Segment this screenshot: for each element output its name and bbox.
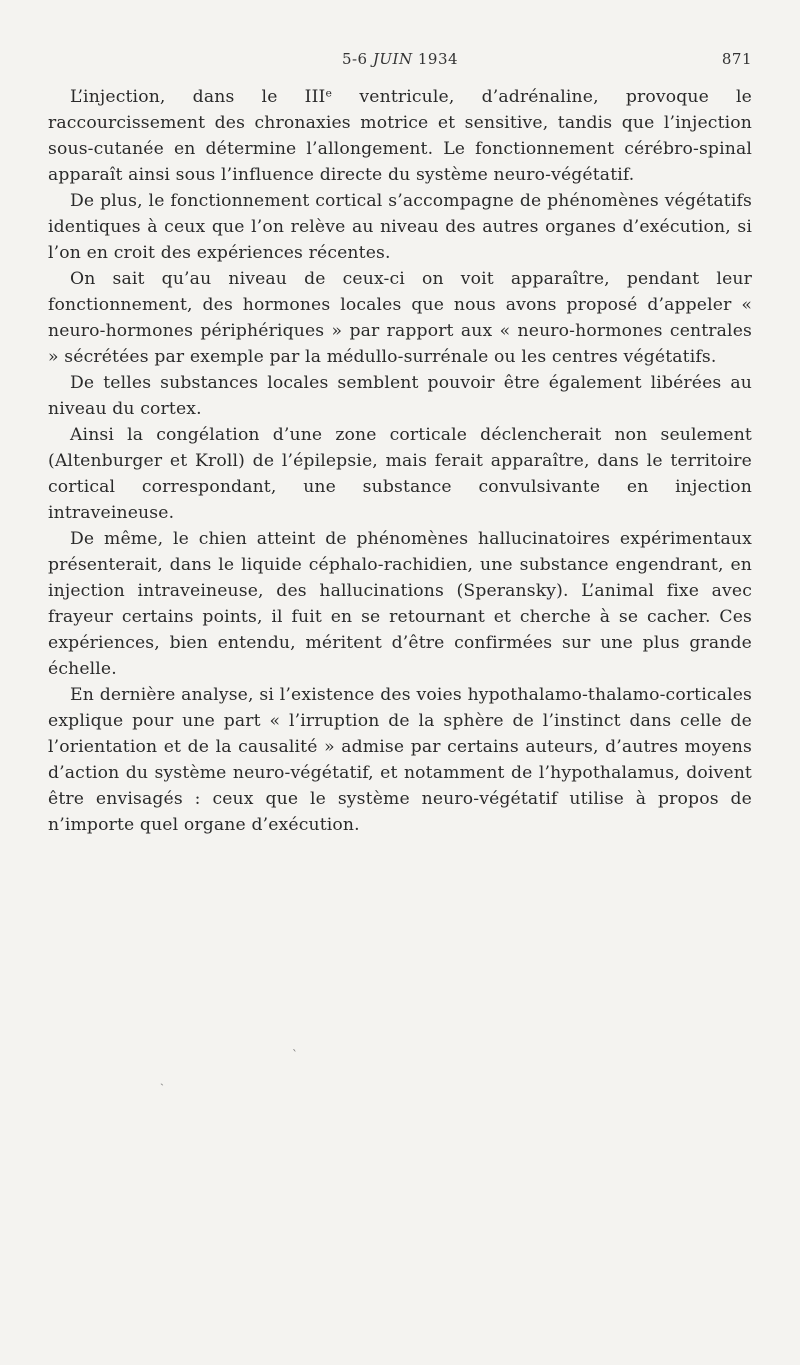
paragraph: On sait qu’au niveau de ceux-ci on voit apparaître, pendant leur fonctionnement, des hormones locales que nous avons proposé d’appeler « neuro-hormones périphériques » par rapport aux « neuro-hormones centrales » sécrétées par exemple par la médullo-surrénale ou les centres végétatifs. xyxy=(48,269,752,367)
paragraph: De plus, le fonctionnement cortical s’accompagne de phénomènes végétatifs identiques à ceux que l’on relève au niveau des autres organes d’exécution, si l’on en croit des expériences récentes. xyxy=(48,191,752,263)
body-text xyxy=(48,84,752,838)
stray-mark: ˏ xyxy=(160,1072,164,1086)
document-page xyxy=(48,44,752,838)
paragraph: De même, le chien atteint de phénomènes hallucinatoires expérimentaux présenterait, dans le liquide céphalo-rachidien, une substance engendrant, en injection intraveineuse, des hallucinations (Speransky). L’animal fixe avec frayeur certains points, il fuit en se retournant et cherche à se cacher. Ces expériences, bien entendu, méritent d’être confirmées sur une plus grande échelle. xyxy=(48,529,752,679)
paragraph: L’injection, dans le IIIᵉ ventricule, d’adrénaline, provoque le raccourcissement des chronaxies motrice et sensitive, tandis que l’injection sous-cutanée en détermine l’allongement. Le fonctionnement cérébro-spinal apparaît ainsi sous l’influence directe du système neuro-végétatif. xyxy=(48,87,752,185)
stray-mark: ˋ xyxy=(292,1048,298,1062)
running-head-date xyxy=(48,50,752,68)
running-head xyxy=(48,44,752,74)
date-day: 5-6 xyxy=(341,50,368,68)
paragraph: Ainsi la congélation d’une zone corticale déclencherait non seulement (Altenburger et Kroll) de l’épilepsie, mais ferait apparaître, dans le territoire cortical correspondant, une substance convulsivante en injection intraveineuse. xyxy=(48,425,752,523)
paragraph: De telles substances locales semblent pouvoir être également libérées au niveau du cortex. xyxy=(48,373,752,419)
date-year: 1934 xyxy=(417,50,459,68)
page-number: 871 xyxy=(721,50,752,68)
date-month: JUIN xyxy=(372,50,413,68)
paragraph: En dernière analyse, si l’existence des voies hypothalamo-thalamo-corticales explique pour une part « l’irruption de la sphère de l’instinct dans celle de l’orientation et de la causalité » admise par certains auteurs, d’autres moyens d’action du système neuro-végétatif, et notamment de l’hypothalamus, doivent être envisagés : ceux que le système neuro-végétatif utilise à propos de n’importe quel organe d’exécution. xyxy=(48,685,752,835)
